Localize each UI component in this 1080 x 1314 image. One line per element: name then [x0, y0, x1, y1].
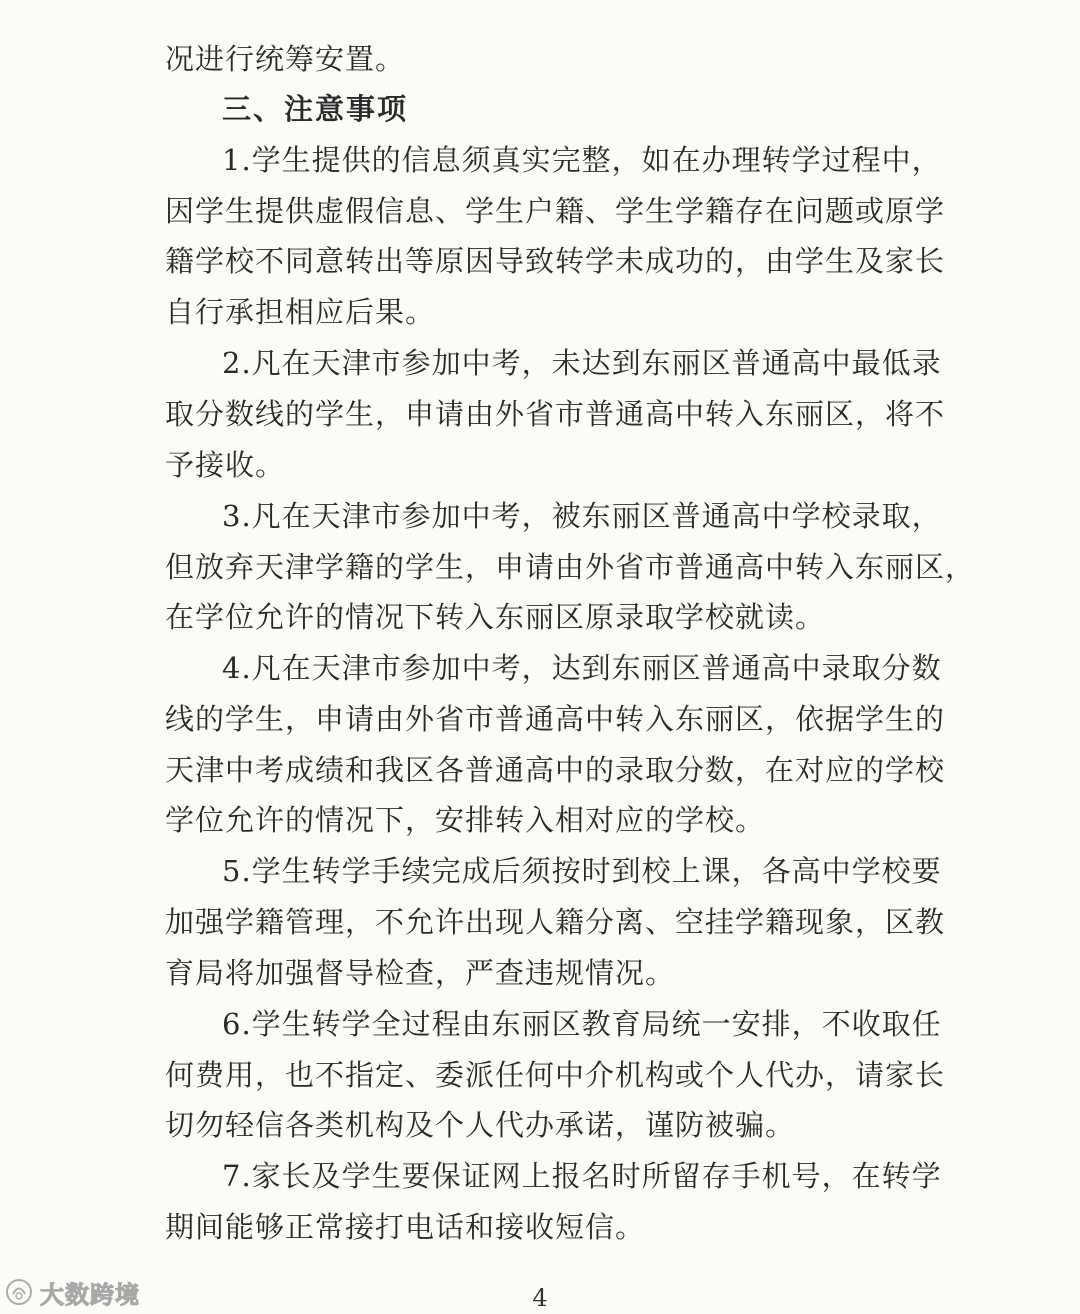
text-line: 2.凡在天津市参加中考，未达到东丽区普通高中最低录: [222, 346, 942, 380]
text-line: 自行承担相应后果。: [165, 295, 436, 329]
text-line: 切勿轻信各类机构及个人代办承诺，谨防被骗。: [165, 1108, 796, 1142]
text-line: 育局将加强督导检查，严查违规情况。: [165, 956, 676, 990]
text-line: 籍学校不同意转出等原因导致转学未成功的，由学生及家长: [165, 244, 946, 278]
text-line: 6.学生转学全过程由东丽区教育局统一安排，不收取任: [222, 1007, 942, 1041]
text-line: 加强学籍管理，不允许出现人籍分离、空挂学籍现象，区教: [165, 905, 946, 939]
section-heading: 三、注意事项: [222, 92, 409, 126]
text-line: 天津中考成绩和我区各普通高中的录取分数，在对应的学校: [165, 753, 946, 787]
text-line: 在学位允许的情况下转入东丽区原录取学校就读。: [165, 600, 826, 634]
page-number: 4: [532, 1284, 548, 1312]
watermark-text: 大数跨境: [40, 1280, 140, 1309]
text-line: 况进行统筹安置。: [165, 42, 406, 76]
text-line: 3.凡在天津市参加中考，被东丽区普通高中学校录取，: [222, 499, 942, 533]
text-line: 5.学生转学手续完成后须按时到校上课，各高中学校要: [222, 854, 942, 888]
text-line: 因学生提供虚假信息、学生户籍、学生学籍存在问题或原学: [165, 194, 946, 228]
text-line: 4.凡在天津市参加中考，达到东丽区普通高中录取分数: [222, 651, 942, 685]
text-line: 1.学生提供的信息须真实完整，如在办理转学过程中，: [222, 143, 942, 177]
text-line: 予接收。: [165, 448, 286, 482]
text-line: 取分数线的学生，申请由外省市普通高中转入东丽区，将不: [165, 397, 946, 431]
text-line: 学位允许的情况下，安排转入相对应的学校。: [165, 803, 766, 837]
text-line: 但放弃天津学籍的学生，申请由外省市普通高中转入东丽区，: [165, 550, 976, 584]
text-line: 线的学生，申请由外省市普通高中转入东丽区，依据学生的: [165, 702, 946, 736]
text-line: 7.家长及学生要保证网上报名时所留存手机号，在转学: [222, 1159, 942, 1193]
text-line: 期间能够正常接打电话和接收短信。: [165, 1210, 646, 1244]
brand-logo-icon: [4, 1277, 34, 1307]
watermark: [4, 1272, 140, 1312]
text-line: 何费用，也不指定、委派任何中介机构或个人代办，请家长: [165, 1058, 946, 1092]
